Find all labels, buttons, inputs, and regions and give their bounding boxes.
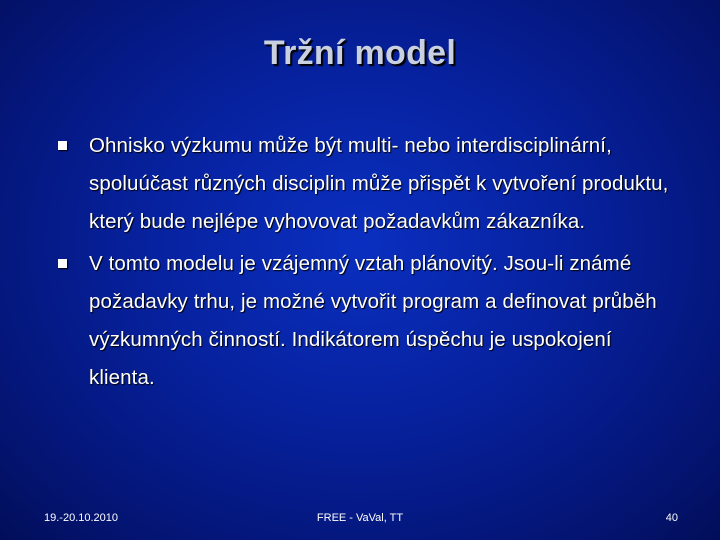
bullet-item [58, 245, 678, 397]
square-bullet-icon [58, 141, 67, 150]
slide-number: 40 [665, 512, 678, 524]
footer-center-text: FREE - VaVal, TT [316, 512, 404, 524]
square-bullet-icon [58, 259, 67, 268]
footer-date: 19.-20.10.2010 [44, 512, 119, 524]
bullet-list [58, 127, 678, 397]
bullet-text: V tomto modelu je vzájemný vztah plánovitý. Jsou-li známé požadavky trhu, je možné vytvořit program a definovat průběh výzkumných činností. Indikátorem úspěchu je uspokojení klienta. [89, 252, 657, 389]
bullet-item [58, 127, 678, 241]
slide-title: Tržní model [263, 34, 457, 72]
bullet-text: Ohnisko výzkumu může být multi- nebo interdisciplinární, spoluúčast různých disciplin může přispět k vytvoření produktu, který bude nejlépe vyhovovat požadavkům zákazníka. [89, 134, 669, 233]
